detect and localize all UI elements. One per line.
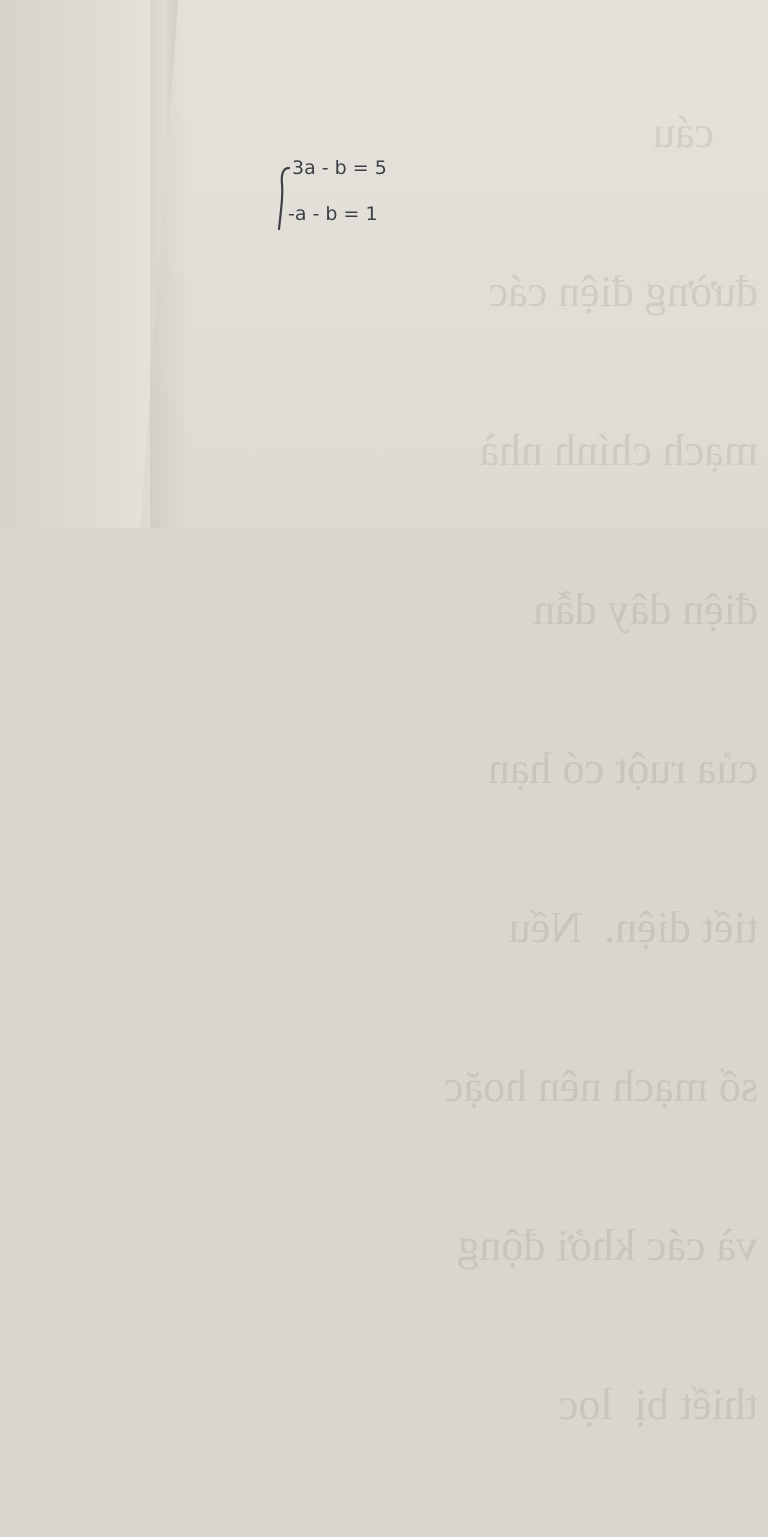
show-through-text: điện dây dẫn của ruột có hạn tiết diện. Nếu số mạch nên hoặc và các khởi động thiết bị lọc (444, 585, 758, 1429)
equation-line-2: -a - b = 1 (288, 203, 378, 225)
equation-line-1: 3a - b = 5 (292, 157, 387, 179)
